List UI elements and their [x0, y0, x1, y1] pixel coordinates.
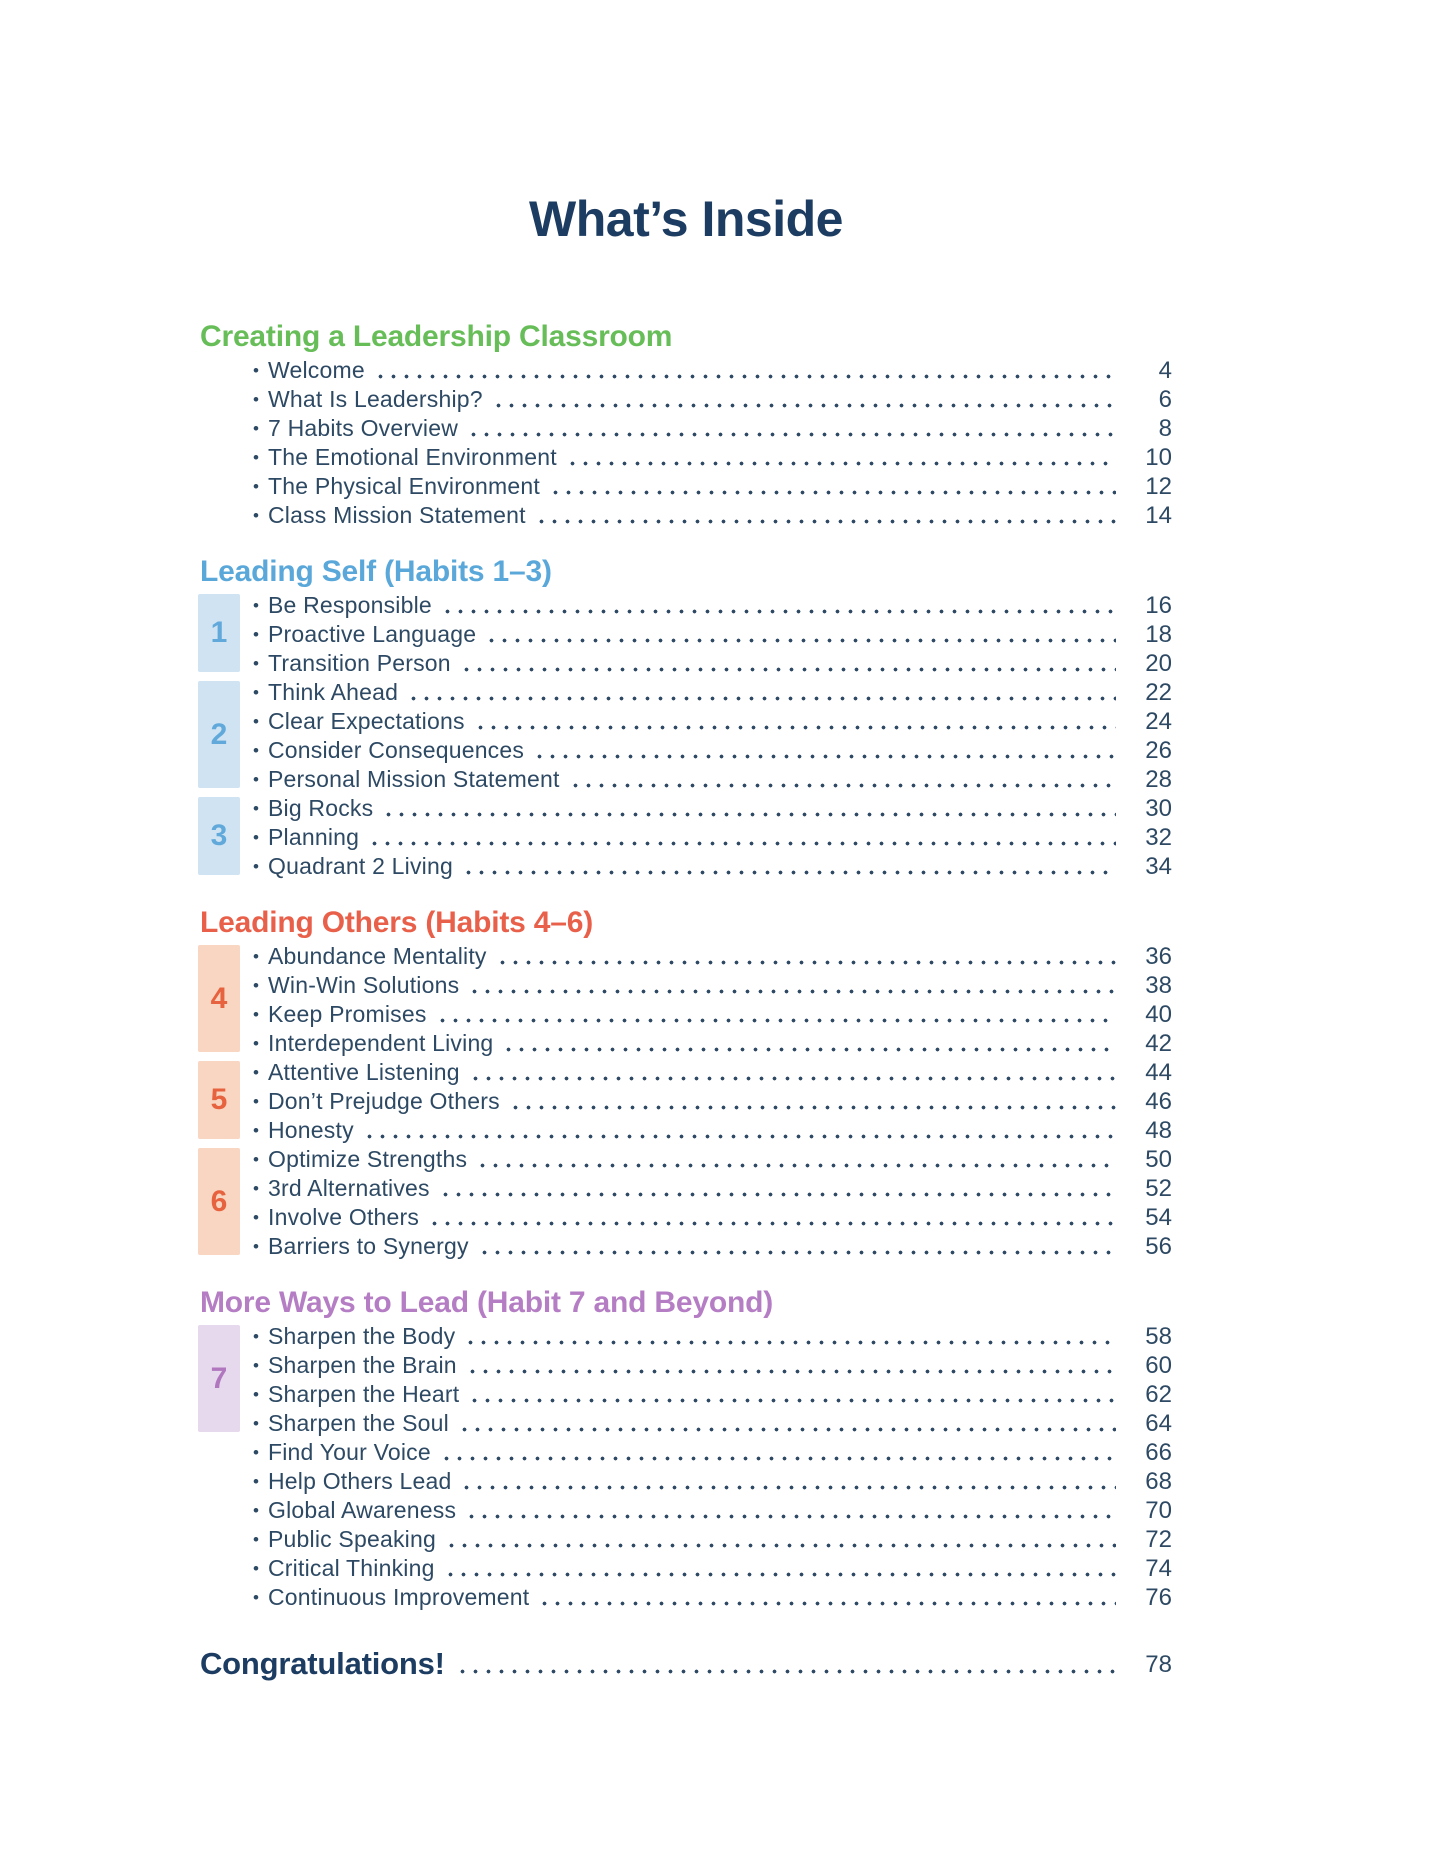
toc-entry[interactable] — [200, 472, 1172, 501]
section-rows — [200, 356, 1172, 530]
habit-number: 4 — [210, 981, 228, 1015]
entry-label: Transition Person — [268, 650, 451, 676]
entry-label: The Emotional Environment — [268, 444, 557, 470]
entry-label: Win-Win Solutions — [268, 972, 460, 998]
bullet-icon: • — [253, 1063, 259, 1082]
toc-entry-congratulations[interactable] — [200, 1644, 1172, 1684]
entry-page-number: 6 — [1158, 386, 1172, 413]
entry-page-number: 70 — [1145, 1497, 1172, 1524]
bullet-icon: • — [253, 1443, 259, 1462]
dot-leader — [472, 707, 1116, 736]
entry-page-number: 8 — [1158, 415, 1172, 442]
bullet-icon: • — [253, 506, 259, 525]
entry-page-number: 78 — [1145, 1650, 1172, 1678]
entry-page-number: 62 — [1145, 1381, 1172, 1408]
toc-section-leading-others — [200, 906, 1172, 1261]
entry-page-number: 40 — [1145, 1001, 1172, 1028]
bullet-icon: • — [253, 1356, 259, 1375]
bullet-icon: • — [253, 654, 259, 673]
toc-entry[interactable] — [200, 649, 1172, 678]
dot-leader — [547, 472, 1116, 501]
toc-entry[interactable] — [200, 1000, 1172, 1029]
entry-page-number: 38 — [1145, 972, 1172, 999]
section-body — [200, 591, 1172, 881]
entry-page-number: 56 — [1145, 1233, 1172, 1260]
dot-leader — [443, 1525, 1116, 1554]
bullet-icon: • — [253, 1501, 259, 1520]
entry-page-number: 58 — [1145, 1323, 1172, 1350]
dot-leader — [426, 1203, 1116, 1232]
toc-entry[interactable] — [200, 707, 1172, 736]
dot-leader — [507, 1087, 1116, 1116]
toc-entry[interactable] — [200, 736, 1172, 765]
bullet-icon: • — [253, 1121, 259, 1140]
habit-badge-1 — [198, 594, 240, 672]
entry-label: Optimize Strengths — [268, 1146, 468, 1172]
bullet-icon: • — [253, 770, 259, 789]
entry-label: 3rd Alternatives — [268, 1175, 430, 1201]
entry-label: Continuous Improvement — [268, 1584, 530, 1610]
entry-page-number: 46 — [1145, 1088, 1172, 1115]
dot-leader — [452, 1644, 1116, 1684]
toc-entry[interactable] — [200, 765, 1172, 794]
bullet-icon: • — [253, 477, 259, 496]
toc-entry[interactable] — [200, 971, 1172, 1000]
habit-badge-7 — [198, 1325, 240, 1432]
entry-label: Quadrant 2 Living — [268, 853, 453, 879]
toc-entry[interactable] — [200, 1525, 1172, 1554]
entry-label: Involve Others — [268, 1204, 420, 1230]
dot-leader — [361, 1116, 1116, 1145]
entry-page-number: 28 — [1145, 766, 1172, 793]
dot-leader — [437, 1174, 1116, 1203]
dot-leader — [474, 1145, 1116, 1174]
toc-entry[interactable] — [200, 1554, 1172, 1583]
congratulations-label: Congratulations! — [200, 1646, 445, 1681]
dot-leader — [366, 823, 1116, 852]
toc-entry[interactable] — [200, 1496, 1172, 1525]
habit-number: 6 — [210, 1184, 228, 1218]
entry-page-number: 76 — [1145, 1584, 1172, 1611]
dot-leader — [466, 1380, 1116, 1409]
entry-label: Barriers to Synergy — [268, 1233, 469, 1259]
entry-label: 7 Habits Overview — [268, 415, 459, 441]
entry-page-number: 68 — [1145, 1468, 1172, 1495]
dot-leader — [465, 414, 1116, 443]
dot-leader — [536, 1583, 1116, 1612]
toc-entry[interactable] — [200, 1467, 1172, 1496]
bullet-icon: • — [253, 1588, 259, 1607]
entry-page-number: 22 — [1145, 679, 1172, 706]
toc — [200, 320, 1172, 1612]
entry-page-number: 32 — [1145, 824, 1172, 851]
bullet-icon: • — [253, 596, 259, 615]
entry-page-number: 10 — [1145, 444, 1172, 471]
toc-entry[interactable] — [200, 356, 1172, 385]
entry-page-number: 60 — [1145, 1352, 1172, 1379]
toc-entry[interactable] — [200, 678, 1172, 707]
section-body — [200, 1322, 1172, 1612]
entry-page-number: 20 — [1145, 650, 1172, 677]
dot-leader — [460, 852, 1116, 881]
section-body — [200, 356, 1172, 530]
dot-leader — [439, 591, 1116, 620]
entry-label: Sharpen the Soul — [268, 1410, 449, 1436]
dot-leader — [405, 678, 1116, 707]
entry-page-number: 4 — [1158, 357, 1172, 384]
toc-entry[interactable] — [200, 1174, 1172, 1203]
entry-label: Class Mission Statement — [268, 502, 526, 528]
entry-page-number: 14 — [1145, 502, 1172, 529]
entry-label: Honesty — [268, 1117, 354, 1143]
bullet-icon: • — [253, 419, 259, 438]
section-title: More Ways to Lead (Habit 7 and Beyond) — [200, 1286, 774, 1319]
section-title: Leading Self (Habits 1–3) — [200, 555, 552, 588]
entry-label: Interdependent Living — [268, 1030, 494, 1056]
entry-page-number: 30 — [1145, 795, 1172, 822]
bullet-icon: • — [253, 1472, 259, 1491]
toc-entry[interactable] — [200, 1380, 1172, 1409]
dot-leader — [438, 1438, 1116, 1467]
section-title: Leading Others (Habits 4–6) — [200, 906, 594, 939]
toc-entry[interactable] — [200, 1058, 1172, 1087]
toc-entry[interactable] — [200, 1438, 1172, 1467]
section-rows — [200, 591, 1172, 881]
dot-leader — [476, 1232, 1116, 1261]
entry-label: Consider Consequences — [268, 737, 525, 763]
bullet-icon: • — [253, 799, 259, 818]
entry-page-number: 54 — [1145, 1204, 1172, 1231]
toc-content — [200, 0, 1172, 1684]
habit-number: 7 — [210, 1361, 228, 1395]
habit-badge-2 — [198, 681, 240, 788]
bullet-icon: • — [253, 1414, 259, 1433]
toc-entry[interactable] — [200, 852, 1172, 881]
dot-leader — [380, 794, 1116, 823]
entry-label: Public Speaking — [268, 1526, 436, 1552]
toc-entry[interactable] — [200, 1083, 1172, 1116]
entry-label: The Physical Environment — [268, 473, 540, 499]
toc-section-leading-self — [200, 555, 1172, 881]
bullet-icon: • — [253, 390, 259, 409]
entry-label: Be Responsible — [268, 592, 432, 618]
entry-label: Welcome — [268, 357, 365, 383]
toc-entry[interactable] — [200, 942, 1172, 971]
bullet-icon: • — [253, 976, 259, 995]
dot-leader — [533, 501, 1116, 530]
dot-leader — [463, 1496, 1116, 1525]
dot-leader — [372, 356, 1116, 385]
habit-badge-4 — [198, 945, 240, 1052]
toc-entry[interactable] — [200, 616, 1172, 649]
toc-entry[interactable] — [200, 1203, 1172, 1232]
dot-leader — [467, 1058, 1116, 1087]
dot-leader — [458, 649, 1116, 678]
toc-entry[interactable] — [200, 501, 1172, 530]
dot-leader — [462, 1322, 1116, 1351]
dot-leader — [442, 1554, 1116, 1583]
dot-leader — [458, 1467, 1116, 1496]
entry-label: Global Awareness — [268, 1497, 457, 1523]
entry-page-number: 64 — [1145, 1410, 1172, 1437]
toc-section-more-ways-to-lead — [200, 1286, 1172, 1612]
entry-label: Clear Expectations — [268, 708, 465, 734]
entry-label: Critical Thinking — [268, 1555, 435, 1581]
dot-leader — [464, 1351, 1116, 1380]
bullet-icon: • — [253, 1385, 259, 1404]
entry-label: Big Rocks — [268, 795, 374, 821]
dot-leader — [466, 971, 1116, 1000]
entry-label: Don’t Prejudge Others — [268, 1088, 500, 1114]
dot-leader — [483, 620, 1116, 649]
bullet-icon: • — [253, 448, 259, 467]
habit-badge-5 — [198, 1061, 240, 1139]
toc-entry[interactable] — [200, 794, 1172, 823]
entry-page-number: 42 — [1145, 1030, 1172, 1057]
bullet-icon: • — [253, 947, 259, 966]
entry-label: Keep Promises — [268, 1001, 427, 1027]
bullet-icon: • — [253, 1034, 259, 1053]
habit-number: 3 — [210, 819, 228, 852]
bullet-icon: • — [253, 1179, 259, 1198]
toc-entry[interactable] — [200, 385, 1172, 414]
habit-number: 2 — [210, 717, 228, 751]
dot-leader — [434, 1000, 1116, 1029]
entry-label: Find Your Voice — [268, 1439, 431, 1465]
entry-page-number: 44 — [1145, 1059, 1172, 1086]
toc-entry[interactable] — [200, 1351, 1172, 1380]
toc-entry[interactable] — [200, 1116, 1172, 1145]
bullet-icon: • — [253, 741, 259, 760]
bullet-icon: • — [253, 683, 259, 702]
habit-badge-6 — [198, 1148, 240, 1255]
habit-number: 1 — [210, 616, 228, 649]
entry-page-number: 34 — [1145, 853, 1172, 880]
dot-leader — [564, 443, 1116, 472]
toc-entry[interactable] — [200, 1409, 1172, 1438]
entry-page-number: 50 — [1145, 1146, 1172, 1173]
dot-leader — [490, 385, 1116, 414]
toc-entry[interactable] — [200, 414, 1172, 443]
entry-page-number: 16 — [1145, 592, 1172, 619]
dot-leader — [500, 1029, 1116, 1058]
toc-entry[interactable] — [200, 591, 1172, 620]
toc-entry[interactable] — [200, 1583, 1172, 1612]
habit-number: 5 — [210, 1083, 228, 1116]
bullet-icon: • — [253, 1327, 259, 1346]
bullet-icon: • — [253, 1092, 259, 1111]
dot-leader — [494, 942, 1116, 971]
bullet-icon: • — [253, 361, 259, 380]
bullet-icon: • — [253, 625, 259, 644]
entry-page-number: 24 — [1145, 708, 1172, 735]
entry-page-number: 48 — [1145, 1117, 1172, 1144]
entry-label: What Is Leadership? — [268, 386, 483, 412]
entry-label: Sharpen the Heart — [268, 1381, 460, 1407]
bullet-icon: • — [253, 1208, 259, 1227]
dot-leader — [531, 736, 1116, 765]
habit-badge-3 — [198, 797, 240, 875]
toc-entry[interactable] — [200, 819, 1172, 852]
entry-page-number: 72 — [1145, 1526, 1172, 1553]
bullet-icon: • — [253, 828, 259, 847]
bullet-icon: • — [253, 1237, 259, 1256]
bullet-icon: • — [253, 712, 259, 731]
toc-section-creating-a-leadership-classroom — [200, 320, 1172, 530]
entry-label: Sharpen the Brain — [268, 1352, 457, 1378]
bullet-icon: • — [253, 1005, 259, 1024]
entry-label: Sharpen the Body — [268, 1323, 456, 1349]
entry-page-number: 66 — [1145, 1439, 1172, 1466]
entry-page-number: 36 — [1145, 943, 1172, 970]
bullet-icon: • — [253, 1559, 259, 1578]
entry-page-number: 18 — [1145, 621, 1172, 648]
entry-label: Proactive Language — [268, 621, 477, 647]
dot-leader — [456, 1409, 1116, 1438]
section-title: Creating a Leadership Classroom — [200, 320, 673, 353]
page-title: What’s Inside — [529, 191, 843, 247]
toc-entry[interactable] — [200, 1232, 1172, 1261]
bullet-icon: • — [253, 1530, 259, 1549]
entry-label: Planning — [268, 824, 360, 850]
section-body — [200, 942, 1172, 1261]
section-rows — [200, 1322, 1172, 1612]
entry-label: Help Others Lead — [268, 1468, 452, 1494]
section-rows — [200, 942, 1172, 1261]
entry-label: Attentive Listening — [268, 1059, 460, 1085]
entry-label: Think Ahead — [268, 679, 399, 705]
entry-page-number: 52 — [1145, 1175, 1172, 1202]
bullet-icon: • — [253, 1150, 259, 1169]
entry-page-number: 74 — [1145, 1555, 1172, 1582]
entry-page-number: 26 — [1145, 737, 1172, 764]
entry-label: Personal Mission Statement — [268, 766, 560, 792]
entry-page-number: 12 — [1145, 473, 1172, 500]
toc-entry[interactable] — [200, 1145, 1172, 1174]
toc-entry[interactable] — [200, 443, 1172, 472]
entry-label: Abundance Mentality — [268, 943, 487, 969]
toc-entry[interactable] — [200, 1322, 1172, 1351]
toc-entry[interactable] — [200, 1029, 1172, 1058]
bullet-icon: • — [253, 857, 259, 876]
dot-leader — [567, 765, 1116, 794]
